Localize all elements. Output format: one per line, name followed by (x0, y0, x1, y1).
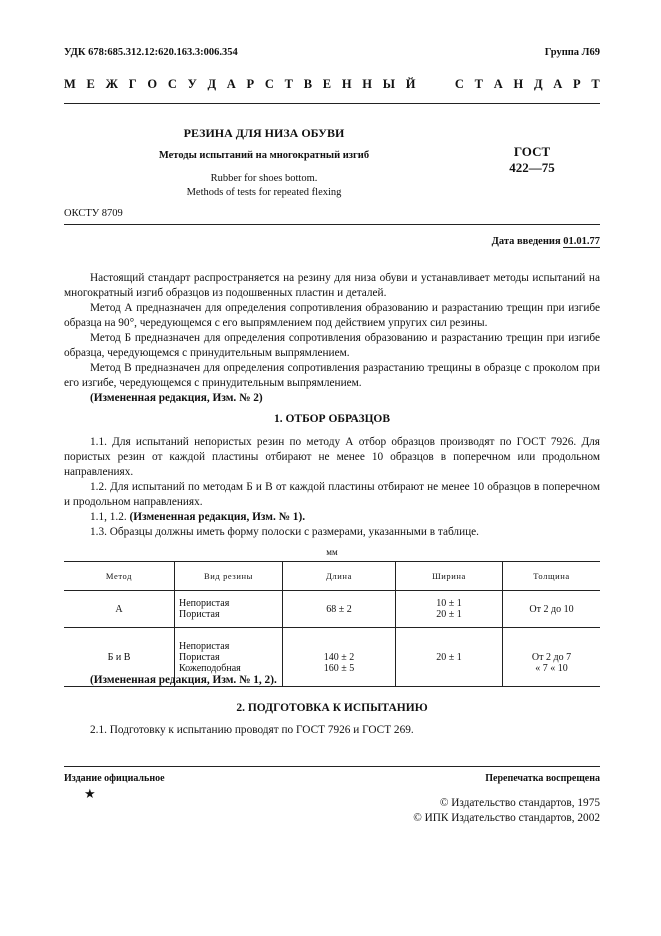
intro-text (64, 271, 600, 406)
heading-letter: Т (591, 77, 600, 91)
cell-thickness: От 2 до 10 (503, 591, 601, 628)
star-icon: ★ (84, 786, 96, 801)
cell-length: 68 ± 2 (283, 591, 396, 628)
intro-amendment-note: (Измененная редакция, Изм. № 2) (90, 392, 263, 404)
copyright-block (413, 796, 600, 826)
intro-paragraph: Метод В предназначен для определения сопротивления разрастанию трещины в образце с проколом при его изгибе, чередующемся с принудительным выпрямлением. (64, 362, 600, 389)
section-1-text (64, 435, 600, 540)
heading-letter: Ы (382, 77, 396, 91)
table-amendment-text: (Измененная редакция, Изм. № 1, 2). (90, 674, 277, 686)
rubber-type-value: Пористая (179, 609, 220, 620)
thickness-value: От 2 до 7 (531, 651, 572, 663)
cell-rubber-type (175, 591, 283, 628)
heading-letter: Р (246, 77, 255, 91)
width-value: 10 ± 1 (436, 598, 462, 609)
clause-1-3: 1.3. Образцы должны иметь форму полоски с размерами, указанными в таблице. (90, 526, 479, 538)
heading-letter: Н (362, 77, 373, 91)
cell-width (396, 591, 503, 628)
okstu-code: ОКСТУ 8709 (64, 208, 123, 219)
clause-amendment-ref: 1.1, 1.2. (90, 511, 127, 523)
header-rule (64, 103, 600, 104)
effective-date-label: Дата введения (491, 236, 561, 247)
intro-paragraph: Метод Б предназначен для определения сопротивления образованию и разрастанию трещин при изгибе образца, чередующемся с принудительным выпрямлением. (64, 332, 600, 359)
sample-dimensions-table (64, 561, 600, 687)
table-unit: мм (326, 547, 338, 557)
heading-letter: М (64, 77, 76, 91)
english-title (64, 172, 464, 200)
heading-letter: У (187, 77, 197, 91)
table-amendment-note (64, 673, 600, 688)
width-value: 20 ± 1 (436, 651, 462, 663)
heading-letter: Й (405, 77, 416, 91)
heading-letter: Т (284, 77, 293, 91)
copyright-line: © ИПК Издательство стандартов, 2002 (413, 812, 600, 824)
heading-letter: Д (533, 77, 543, 91)
group-code: Группа Л69 (544, 47, 600, 58)
col-header-thickness: Толщина (503, 562, 601, 591)
heading-letter: А (493, 77, 503, 91)
intro-paragraph: Настоящий стандарт распространяется на резину для низа обуви и устанавливает методы испытаний на многократный изгиб образцов из подошвенных пластин и деталей. (64, 272, 600, 299)
heading-letter: А (553, 77, 563, 91)
effective-date (492, 236, 600, 247)
clause-1-2: 1.2. Для испытаний по методам Б и В от каждой пластины отбирают не менее 10 образцов в поперечном и продольном направлениях. (64, 481, 600, 508)
heading-letter: Н (513, 77, 524, 91)
table-row (64, 591, 600, 628)
document-subtitle: Методы испытаний на многократный изгиб (158, 150, 370, 161)
clause-1-1: 1.1. Для испытаний непористых резин по методу А отбор образцов производят по ГОСТ 7926. Для пористых резин от каждой пластины отбирают не менее 10 образцов в поперечном или продольном направлениях. (64, 436, 600, 478)
cell-method: А (64, 591, 175, 628)
section-2-text (64, 723, 600, 738)
heading-letter: Д (207, 77, 217, 91)
col-header-length: Длина (283, 562, 396, 591)
cell-method: Б и В (64, 628, 175, 687)
rubber-type-value: Кожеподобная (179, 662, 241, 674)
heading-letter: С (264, 77, 274, 91)
rubber-type-value: Непористая (179, 640, 230, 652)
footer-rule (64, 766, 600, 767)
clause-amendment (64, 510, 600, 525)
copyright-line: © Издательство стандартов, 1975 (439, 797, 600, 809)
width-value: 20 ± 1 (436, 609, 462, 620)
clause-amendment-note: (Измененная редакция, Изм. № 1). (129, 511, 306, 523)
rubber-type-value: Пористая (179, 651, 220, 663)
length-value: 160 ± 5 (323, 662, 355, 674)
heading-letter: Е (86, 77, 95, 91)
heading-letter: Ж (105, 77, 118, 91)
heading-letter: А (226, 77, 236, 91)
heading-letter: Г (128, 77, 137, 91)
official-edition: Издание официальное (64, 773, 165, 784)
heading-letter: Н (341, 77, 352, 91)
section-1-title: 1. ОТБОР ОБРАЗЦОВ (273, 413, 391, 425)
document-title: РЕЗИНА ДЛЯ НИЗА ОБУВИ (183, 126, 345, 140)
heading-letter: Р (573, 77, 581, 91)
table-header-row (64, 562, 600, 591)
clause-2-1: 2.1. Подготовку к испытанию проводят по ГОСТ 7926 и ГОСТ 269. (90, 724, 414, 736)
col-header-width: Ширина (396, 562, 503, 591)
heading-letter: В (303, 77, 313, 91)
length-value: 140 ± 2 (323, 651, 355, 663)
gost-label: ГОСТ (513, 144, 551, 159)
heading-letter: Е (322, 77, 332, 91)
heading-letter: Т (474, 77, 484, 91)
reprint-prohibited: Перепечатка воспрещена (485, 773, 600, 784)
interstate-standard-heading (64, 77, 600, 92)
rubber-type-value: Непористая (179, 598, 230, 609)
udk-code: УДК 678:685.312.12:620.163.3:006.354 (64, 47, 238, 58)
thickness-value: « 7 « 10 (535, 662, 568, 674)
heading-letter: С (167, 77, 177, 91)
heading-letter: О (147, 77, 158, 91)
english-title-line1: Rubber for shoes bottom. (210, 173, 318, 184)
effective-date-value: 01.01.77 (563, 236, 600, 247)
col-header-rubber-type: Вид резины (175, 562, 283, 591)
english-title-line2: Methods of tests for repeated flexing (186, 187, 342, 198)
col-header-method: Метод (64, 562, 175, 591)
intro-paragraph: Метод А предназначен для определения сопротивления образованию и разрастанию трещин при изгибе образца на 90°, чередующемся с его выпрямлением под действием упругих сил резины. (64, 302, 600, 329)
gost-designation (464, 144, 600, 176)
gost-number: 422—75 (509, 160, 555, 175)
okstu-rule (64, 224, 600, 225)
heading-letter: С (454, 77, 464, 91)
section-2-title: 2. ПОДГОТОВКА К ИСПЫТАНИЮ (236, 702, 428, 714)
